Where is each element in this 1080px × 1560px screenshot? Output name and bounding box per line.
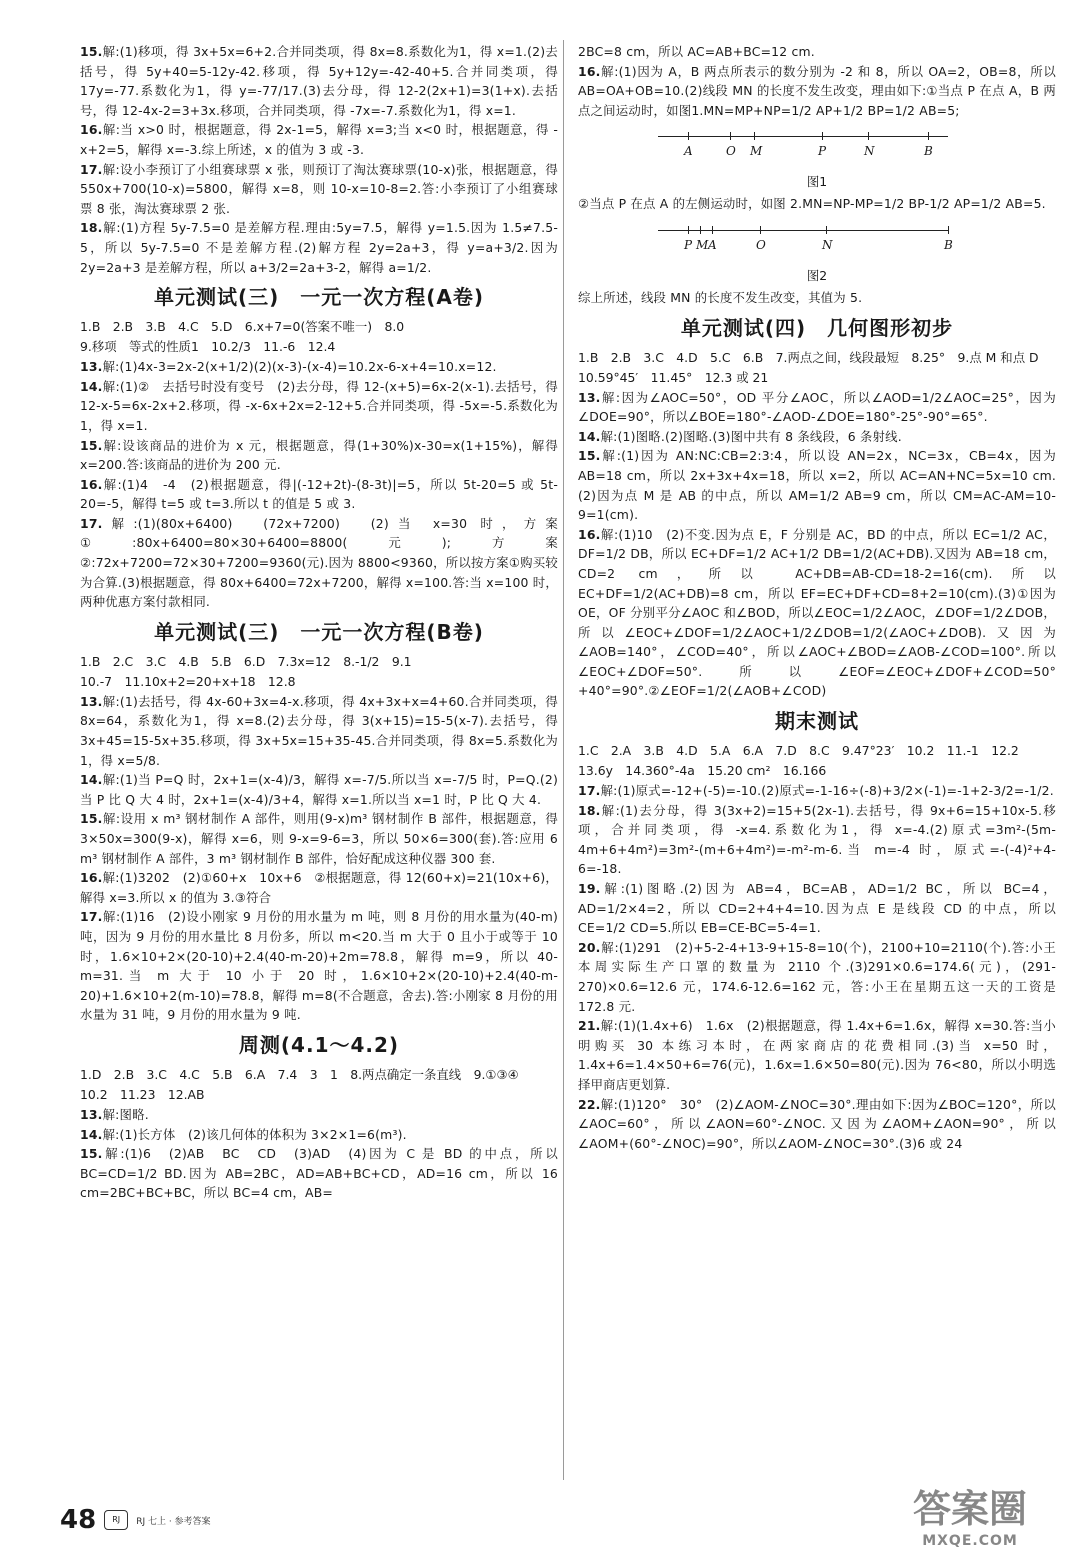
- solution-paragraph: [80, 868, 558, 907]
- publisher-logo: RJ: [104, 1510, 128, 1530]
- solution-paragraph: [578, 781, 1056, 801]
- solution-paragraph: [578, 1095, 1056, 1154]
- footer-text: RJ 七上 · 参考答案: [136, 1516, 211, 1527]
- number-line-point: [688, 226, 689, 234]
- solution-text: 解:(1)方程 5y-7.5=0 是差解方程.理由:5y=7.5，解得 y=1.5.因为 1.5≠7.5-5，所以 5y-7.5=0 不是差解方程.(2)解方程 2y=2a+3，得 y=a+3/2.因为 2y=2a+3 是差解方程，所以 a+3/2=2a+3-2，解得 a=1/2.: [80, 220, 558, 275]
- question-number: 16.: [578, 63, 601, 79]
- section-heading: 单元测试(四) 几何图形初步: [680, 315, 954, 340]
- section-heading: 单元测试(三) 一元一次方程(A卷): [153, 285, 485, 310]
- solution-paragraph: [80, 514, 558, 612]
- number-line-point: [688, 132, 689, 140]
- solution-text: 解:(1)4x-3=2x-2(x+1/2)(2)(x-3)-(x-4)=10.2x-6-x+4=10.x=12.: [102, 359, 497, 375]
- solution-text: 解:(1)291 (2)+5-2-4+13-9+15-8=10(个)，2100+10=2110(个).答:小王本周实际生产口罩的数量为 2110 个.(3)291×0.6=174.6(元)，(291-270)×0.6=12.6 元，174.6-12.6=162 元，答:小王在星期五这一天的工资是 172.8 元.: [578, 939, 1056, 1014]
- number-line-point: [700, 226, 701, 234]
- solution-text: 解:(1)原式=-12+(-5)=-10.(2)原式=-1-16÷(-8)+3/2×(-1)=-1+2-3/2=-1/2.: [600, 783, 1054, 799]
- solution-text: 解:设该商品的进价为 x 元，根据题意，得(1+30%)x-30=x(1+15%)，解得 x=200.答:该商品的进价为 200 元.: [80, 437, 558, 473]
- solution-text: 解:(1)10 (2)不变.因为点 E，F 分别是 AC，BD 的中点，所以 EC=1/2 AC，DF=1/2 DB，所以 EC+DF=1/2 AC+1/2 DB=1/2(AC+DB).又因为 AB=18 cm，CD=2 cm，所以 AC+DB=AB-CD=18-2=16(cm).所以 EC+DF=1/2(AC+DB)=8 cm，所以 EF=EC+DF+CD=8+2=10(cm).(3)①因为 OE，OF 分别平分∠AOC 和∠BOD，所以∠EOC=1/2∠AOC，∠DOF=1/2∠DOB，所以∠EOC+∠DOF=1/2∠AOC+1/2∠DOB=1/2(∠AOC+∠DOB).又因为∠AOB=140°，∠COD=40°，所以∠AOC+∠BOD=∠AOB-∠COD=100°.所以∠EOC+∠DOF=50°.所以∠EOF=∠EOC+∠DOF+∠COD=50°+40°=90°.②∠EOF=1/2(∠AOB+∠COD): [578, 526, 1056, 699]
- solution-text: 解:(1)120° 30° (2)∠AOM-∠NOC=30°.理由如下:因为∠BOC=120°，所以∠AOC=60°，所以∠AON=60°-∠NOC.又因为∠AOM+∠AON=90°，所以∠AOM+(60°-∠NOC)=90°，所以∠AOM-∠NOC=30°.(3)6 或 24: [578, 1096, 1056, 1151]
- question-number: 17.: [80, 161, 103, 177]
- number-line-point: [712, 226, 713, 234]
- question-number: 17.: [80, 515, 103, 531]
- solution-text: 2BC=8 cm，所以 AC=AB+BC=12 cm.: [578, 44, 815, 59]
- answer-line: 1.C 2.A 3.B 4.D 5.A 6.A 7.D 8.C 9.47°23′ 10.2 11.-1 12.2 13.6y 14.360°-4a 15.20 cm² 16.166: [578, 743, 1032, 779]
- point-label: O: [726, 144, 736, 159]
- figure-caption: 图2: [806, 267, 828, 283]
- question-number: 18.: [578, 802, 601, 818]
- solution-text: 解:(1)(1.4x+6) 1.6x (2)根据题意，得 1.4x+6=1.6x，解得 x=30.答:当小明购买 30 本练习本时，在两家商店的花费相同.(3)当 x=50 时，1.4x+6=1.4×50+6=76(元)，1.6x=1.6×50=80(元).因为 76<80，所以小明选择甲商店更划算.: [578, 1018, 1056, 1092]
- number-line-axis: [658, 136, 948, 137]
- question-number: 17.: [578, 783, 601, 799]
- answer-line: 1.B 2.B 3.C 4.D 5.C 6.B 7.两点之间，线段最短 8.25° 9.点 M 和点 D 10.59°45′ 11.45° 12.3 或 21: [578, 349, 1051, 385]
- point-label: B: [944, 237, 953, 252]
- solution-paragraph: [80, 1125, 558, 1145]
- solution-paragraph: [578, 446, 1056, 524]
- solution-paragraph: [80, 809, 558, 868]
- solution-text: 解:(1)3202 (2)①60+x 10x+6 ②根据题意，得 12(60+x)=21(10x+6)，解得 x=3.所以 x 的值为 3.③符合: [80, 870, 558, 905]
- left-column: [80, 42, 558, 1203]
- question-number: 14.: [80, 378, 103, 394]
- solution-paragraph: [578, 388, 1056, 427]
- question-number: 20.: [578, 939, 601, 955]
- number-line-axis: [658, 230, 948, 231]
- question-number: 15.: [80, 44, 103, 59]
- solution-paragraph: [80, 692, 558, 770]
- solution-text: 解:(1)6 (2)AB BC CD (3)AD (4)因为 C 是 BD 的中点，所以 BC=CD=1/2 BD.因为 AB=2BC，AD=AB+BC+CD，AD=16 cm，所以 16 cm=2BC+BC+BC，所以 BC=4 cm，AB=: [80, 1146, 558, 1201]
- solution-paragraph: [80, 770, 558, 809]
- solution-paragraph: [80, 120, 558, 159]
- figure-caption: 图1: [806, 174, 828, 190]
- point-label: A: [708, 237, 717, 252]
- solution-paragraph: [578, 801, 1056, 879]
- answer-line: 9.移项 等式的性质1 10.2/3 11.-6 12.4: [80, 339, 336, 355]
- solution-text: 解:(1)移项，得 3x+5x=6+2.合并同类项，得 8x=8.系数化为1，得 x=1.(2)去括号，得 5y+40=5-12y-42.移项，得 5y+12y=-42-40+5.合并同类项，得 17y=-77.系数化为1，得 y=-77/17.(3)去分母，得 12-2(2x+1)=3(1+x).去括号，得 12-4x-2=3+3x.移项，合并同类项，得 -7x=-7.系数化为1，得 x=1.: [80, 44, 558, 118]
- point-label: A: [684, 144, 693, 159]
- number-line-point: [754, 132, 755, 140]
- question-number: 15.: [80, 437, 103, 453]
- solution-text: 解:(1)图略.(2)图略.(3)图中共有 8 条线段，6 条射线.: [600, 428, 902, 444]
- question-number: 15.: [80, 811, 103, 827]
- solution-paragraph: [80, 1144, 558, 1203]
- solution-paragraph: [578, 879, 1056, 938]
- number-line-point: [948, 226, 949, 234]
- question-number: 14.: [80, 1126, 103, 1142]
- point-label: P: [684, 237, 693, 252]
- page-number: 48: [60, 1505, 97, 1535]
- solution-text: 解:图略.: [102, 1106, 149, 1122]
- solution-text: 解:(1)16 (2)设小刚家 9 月份的用水量为 m 吨，则 8 月份的用水量为(40-m)吨，因为 9 月份的用水量比 8 月份多，所以 m<20.当 m 大于 0 且小于或等于 10 时，1.6×10+2×(20-10)+2.4(40-m-20)+2m=78.8，解得 m=9，所以 40-m=31.当 m 大于 10 小于 20 时，1.6×10+2×(20-10)+2.4(40-m-20)+1.6×10+2(m-10)=78.8，解得 m=8(不合题意，舍去).答:小刚家 8 月份的用水量为 31 吨，9 月份的用水量为 9 吨.: [80, 909, 558, 1023]
- question-number: 13.: [80, 359, 103, 375]
- number-line-point: [868, 132, 869, 140]
- point-label: N: [822, 237, 833, 252]
- figure-2-number-line: [578, 218, 1056, 264]
- solution-text: 解:(1)因为 A，B 两点所表示的数分别为 -2 和 8，所以 OA=2，OB=8，所以 AB=OA+OB=10.(2)线段 MN 的长度不发生改变，理由如下:①当点 P 在点 A，B 两点之间运动时，如图1.MN=MP+NP=1/2 AP+1/2 BP=1/2 AB=5;: [578, 63, 1056, 118]
- solution-paragraph: [578, 1016, 1056, 1094]
- figure-1-number-line: [578, 124, 1056, 170]
- solution-text: 解:当 x>0 时，根据题意，得 2x-1=5，解得 x=3;当 x<0 时，根据题意，得 -x+2=5，解得 x=-3.综上所述，x 的值为 3 或 -3.: [80, 122, 558, 157]
- question-number: 16.: [80, 122, 103, 138]
- solution-paragraph: [80, 475, 558, 514]
- solution-paragraph: [80, 377, 558, 436]
- solution-paragraph: [80, 160, 558, 219]
- point-label: M: [750, 144, 763, 159]
- solution-paragraph: [80, 357, 558, 377]
- question-number: 16.: [80, 476, 103, 492]
- solution-text: 解:(1)长方体 (2)该几何体的体积为 3×2×1=6(m³).: [102, 1126, 407, 1142]
- answer-line: 1.D 2.B 3.C 4.C 5.B 6.A 7.4 3 1 8.两点确定一条直线 9.①③④ 10.2 11.23 12.AB: [80, 1066, 532, 1102]
- question-number: 15.: [578, 448, 601, 464]
- solution-paragraph: [578, 42, 1056, 62]
- right-column: [578, 42, 1056, 1153]
- number-line-point: [826, 226, 827, 234]
- solution-text: 解:(1)图略.(2)因为 AB=4，BC=AB，AD=1/2 BC，所以 BC=4，AD=1/2×4=2，所以 CD=2+4+4=10.因为点 E 是线段 CD 的中点，所以 CE=1/2 CD=5.所以 EB=CE-BC=5-4=1.: [578, 881, 1056, 936]
- point-label: O: [756, 237, 766, 252]
- number-line-point: [760, 226, 761, 234]
- solution-text: 解:(1)(80x+6400) (72x+7200) (2)当 x=30 时，方案①:80x+6400=80×30+6400=8800(元);方案②:72x+7200=72×30+7200=9360(元).因为 8800<9360，所以按方案①购买较为合算.(3)根据题意，得 80x+6400=72x+7200，解得 x=100.答:当 x=100 时，两种优惠方案付款相同.: [80, 515, 558, 610]
- question-number: 17.: [80, 909, 103, 925]
- solution-text: 解:(1)② 去括号时没有变号 (2)去分母，得 12-(x+5)=6x-2(x-1).去括号，得 12-x-5=6x-2x+2.移项，得 -x-6x+2x=2-12+5.合并同类项，得 -5x=-5.系数化为1，得 x=1.: [80, 378, 558, 433]
- point-label: N: [864, 144, 875, 159]
- number-line-point: [822, 132, 823, 140]
- solution-paragraph: [578, 427, 1056, 447]
- number-line-point: [928, 132, 929, 140]
- solution-paragraph: [80, 218, 558, 277]
- question-number: 22.: [578, 1096, 601, 1112]
- section-heading: 期末测试: [775, 709, 859, 734]
- question-number: 13.: [80, 693, 103, 709]
- answer-line: 1.B 2.C 3.C 4.B 5.B 6.D 7.3x=12 8.-1/2 9.1: [80, 653, 412, 669]
- question-number: 15.: [80, 1146, 103, 1162]
- solution-text: 解:(1)去分母，得 3(3x+2)=15+5(2x-1).去括号，得 9x+6=15+10x-5.移项，合并同类项，得 -x=4.系数化为1，得 x=-4.(2)原式=3m²-(5m-4m+6+4m²)=3m²-(m+6+4m²)=-m²-m-6.当 m=-4 时，原式=-(-4)²+4-6=-18.: [578, 802, 1056, 877]
- solution-text: 解:设小李预订了小组赛球票 x 张，则预订了淘汰赛球票(10-x)张，根据题意，得 550x+700(10-x)=5800，解得 x=8，则 10-x=10-8=2.答:小李预订了小组赛球票 8 张，淘汰赛球票 2 张.: [80, 161, 558, 216]
- section-heading: 单元测试(三) 一元一次方程(B卷): [154, 619, 484, 644]
- question-number: 18.: [80, 220, 103, 236]
- answer-line: 1.B 2.B 3.B 4.C 5.D 6.x+7=0(答案不唯一) 8.0: [80, 319, 405, 335]
- solution-text: 综上所述，线段 MN 的长度不发生改变，其值为 5.: [578, 289, 863, 305]
- question-number: 14.: [80, 772, 103, 788]
- solution-text: 解:(1)当 P=Q 时，2x+1=(x-4)/3，解得 x=-7/5.所以当 x=-7/5 时，P=Q.(2)当 P 比 Q 大 4 时，2x+1=(x-4)/3+4，解得 x=1.所以当 x=1 时，P 比 Q 大 4.: [80, 772, 558, 807]
- solution-paragraph: [578, 62, 1056, 121]
- solution-paragraph: [578, 288, 1056, 308]
- solution-paragraph: [578, 525, 1056, 701]
- solution-text: 解:(1)因为 AN:NC:CB=2:3:4，所以设 AN=2x，NC=3x，CB=4x，因为 AB=18 cm，所以 2x+3x+4x=18，所以 x=2，所以 AC=AN+NC=5x=10 cm.(2)因为点 M 是 AB 的中点，所以 AM=1/2 AB=9 cm，所以 CM=AC-AM=10-9=1(cm).: [578, 448, 1056, 523]
- column-divider: [563, 40, 564, 1480]
- question-number: 14.: [578, 428, 601, 444]
- watermark-logo: 答案圈 MXQE.COM: [912, 1487, 1027, 1549]
- question-number: 16.: [578, 526, 601, 542]
- solution-paragraph: [80, 436, 558, 475]
- solution-text: 解:(1)4 -4 (2)根据题意，得|(-12+2t)-(8-3t)|=5，所以 5t-20=5 或 5t-20=-5，解得 t=5 或 t=3.所以 t 的值是 5 或 3.: [80, 476, 558, 512]
- point-label: P: [818, 144, 827, 159]
- solution-paragraph: [80, 1105, 558, 1125]
- question-number: 13.: [80, 1106, 103, 1122]
- question-number: 19.: [578, 881, 601, 897]
- solution-text: 解:设用 x m³ 钢材制作 A 部件，则用(9-x)m³ 钢材制作 B 部件，根据题意，得 3×50x=300(9-x)，解得 x=6，则 9-x=9-6=3，所以 50×6=300(套).答:应用 6 m³ 钢材制作 A 部件，3 m³ 钢材制作 B 部件，恰好配成这种仪器 300 套.: [80, 811, 558, 866]
- point-label: M: [696, 237, 709, 252]
- section-heading: 周测(4.1～4.2): [238, 1032, 400, 1057]
- page-footer: [60, 1505, 211, 1535]
- point-label: B: [924, 144, 933, 159]
- answer-line: 10.-7 11.10x+2=20+x+18 12.8: [80, 673, 296, 689]
- solution-text: 解:(1)去括号，得 4x-60+3x=4-x.移项，得 4x+3x+x=4+60.合并同类项，得 8x=64，系数化为1，得 x=8.(2)去分母，得 3(x+15)=15-5(x-7).去括号，得 3x+45=15-5x+35.移项，得 3x+5x=15+35-45.合并同类项，得 8x=5.系数化为1，得 x=5/8.: [80, 693, 558, 768]
- solution-text: 解:因为∠AOC=50°，OD 平分∠AOC，所以∠AOD=1/2∠AOC=25°，因为∠DOE=90°，所以∠BOE=180°-∠AOD-∠DOE=180°-25°-90°=65°.: [578, 389, 1056, 425]
- solution-text: ②当点 P 在点 A 的左侧运动时，如图 2.MN=NP-MP=1/2 BP-1/2 AP=1/2 AB=5.: [578, 196, 1046, 212]
- solution-paragraph: [578, 938, 1056, 1016]
- solution-paragraph: [80, 42, 558, 120]
- question-number: 16.: [80, 870, 103, 886]
- question-number: 13.: [578, 389, 601, 405]
- question-number: 21.: [578, 1018, 601, 1034]
- number-line-point: [730, 132, 731, 140]
- solution-paragraph: [80, 907, 558, 1025]
- solution-paragraph: [578, 194, 1056, 214]
